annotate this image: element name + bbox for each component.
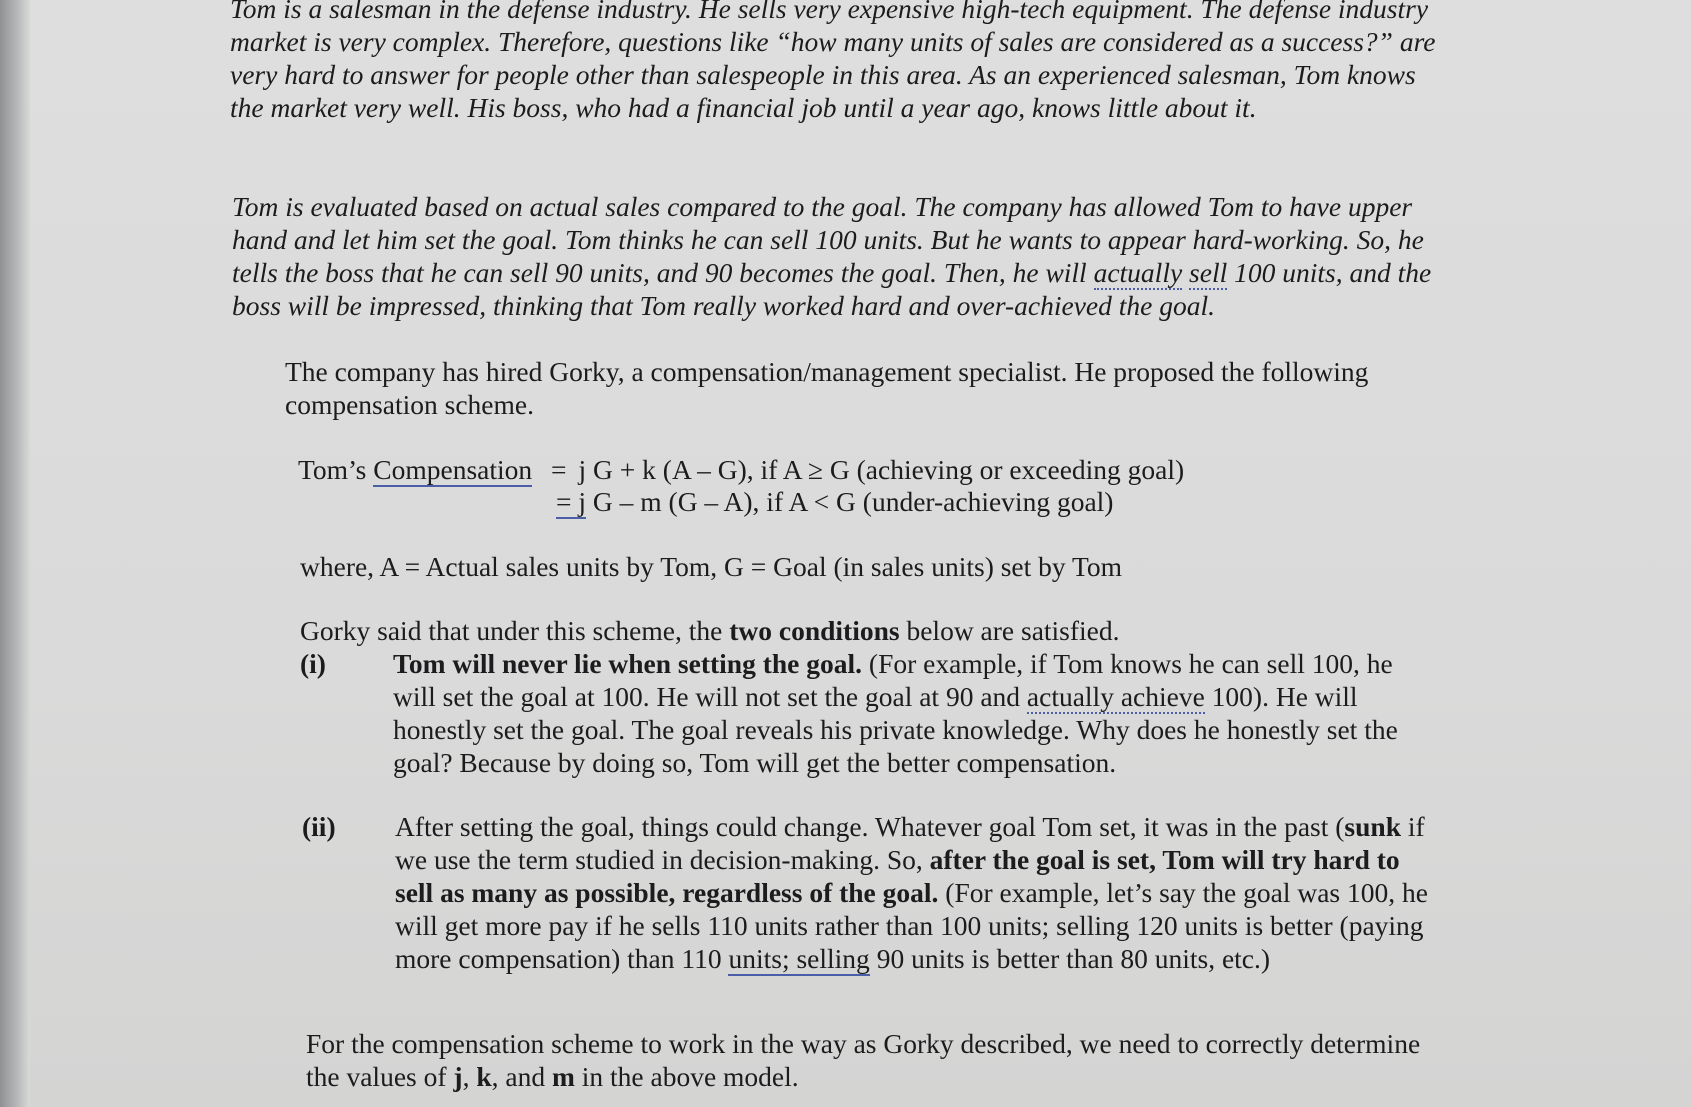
intro-paragraph: Tom is a salesman in the defense industry. He sells very expensive high-tech equipment. The defense industry market is very complex. Therefore, questions like “how many units of sales are considered as a success?” are very hard to answer for people other than salespeople in this area. As an experienced salesman, Tom knows the market very well. His boss, who had a financial job until a year ago, knows little about it. — [230, 0, 1436, 123]
condition-1-number: (i) — [300, 648, 326, 679]
underlined-phrase-units-selling: units; selling — [728, 943, 870, 974]
variable-definitions: where, A = Actual sales units by Tom, G = Goal (in sales units) set by Tom — [300, 551, 1123, 582]
condition-2-text: After setting the goal, things could change. Whatever goal Tom set, it was in the past (sunk if we use the term studied in decision-making. So, after the goal is set, Tom will try hard to sell as many as possible, regardless of the goal. (For example, let’s say the goal was 100, he will get more pay if he sells 110 units rather than 100 units; selling 120 units is better (paying more compensation) than 110 units; selling 90 units is better than 80 units, etc.) — [395, 811, 1428, 974]
underlined-word-actually: actually — [1093, 257, 1183, 288]
underlined-word-compensation: Compensation — [373, 454, 533, 485]
condition-2-number: (ii) — [302, 811, 336, 842]
formula-eq-j: = j — [556, 486, 587, 517]
underlined-word-sell: sell — [1189, 257, 1228, 288]
goal-setting-paragraph: Tom is evaluated based on actual sales compared to the goal. The company has allowed Tom to have upper hand and let him set the goal. Tom thinks he can sell 100 units. But he wants to appear hard-working. So, he tells the boss that he can sell 90 units, and 90 becomes the goal. Then, he will actually sell 100 units, and the boss will be impressed, thinking that Tom really worked hard and over-achieved the goal. — [232, 191, 1432, 321]
formula-line-1: Tom’s Compensation = j G + k (A – G), if A ≥ G (achieving or exceeding goal) — [298, 454, 1185, 485]
closing-paragraph: For the compensation scheme to work in the way as Gorky described, we need to correctly determine the values of j, k, and m in the above model. — [306, 1028, 1421, 1092]
formula-line-2: = j G – m (G – A), if A < G (under-achieving goal) — [556, 486, 1114, 517]
conditions-intro: Gorky said that under this scheme, the two conditions below are satisfied. — [300, 615, 1120, 646]
underlined-phrase-actually-achieve: actually achieve — [1026, 681, 1205, 712]
gorky-hired-paragraph: The company has hired Gorky, a compensation/management specialist. He proposed the following compensation scheme. — [285, 356, 1369, 420]
condition-1-text: Tom will never lie when setting the goal. (For example, if Tom knows he can sell 100, he will set the goal at 100. He will not set the goal at 90 and actually achieve 100). He will honestly set the goal. The goal reveals his private knowledge. Why does he honestly set the goal? Because by doing so, Tom will get the better compensation. — [393, 648, 1398, 778]
